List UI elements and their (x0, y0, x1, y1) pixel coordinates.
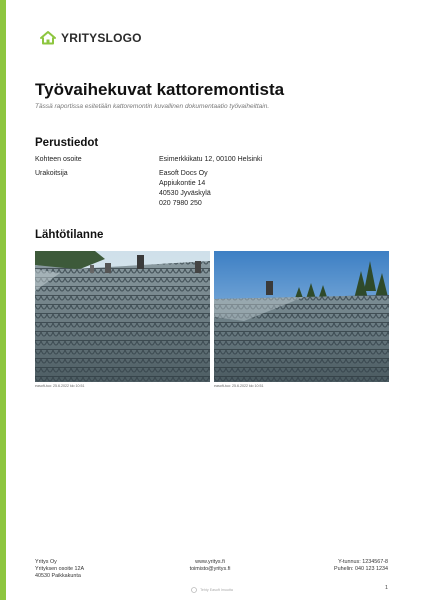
photo-2-caption: easoft-tuo: 25.6.2022 klo 10:51 (214, 384, 264, 388)
contractor-name: Easoft Docs Oy (159, 170, 208, 177)
footer-website: www.yritys.fi (195, 559, 225, 565)
photo-1-caption: easoft-tuo: 25.6.2022 klo 10:51 (35, 384, 85, 388)
easoft-small-icon (191, 587, 197, 593)
basic-info-heading: Perustiedot (35, 137, 99, 149)
footer-company-name: Yritys Oy (35, 559, 57, 565)
contractor-value (159, 169, 359, 209)
roof-photo-icon (214, 251, 389, 382)
footer-contact (180, 559, 240, 573)
roof-photo-icon (35, 251, 210, 382)
logo-text: YRITYSLOGO (61, 30, 142, 45)
contractor-city: 40530 Jyväskylä (159, 190, 211, 197)
roof-photo-2 (214, 251, 389, 382)
company-logo (39, 30, 142, 45)
address-label: Kohteen osoite (35, 156, 82, 163)
report-subtitle: Tässä raportissa esitetään kattoremontin kuvallinen dokumentaatio työvaiheittain. (35, 103, 270, 110)
footer-company-address: Yrityksen osoite 12A (35, 565, 85, 572)
page-number: 1 (385, 585, 388, 591)
footer-tagline (0, 587, 424, 593)
roof-photo-1 (35, 251, 210, 382)
contractor-street: Appiukontie 14 (159, 180, 206, 187)
footer-email: toimisto@yritys.fi (189, 565, 231, 572)
footer-company (35, 559, 84, 579)
footer-phone: Puhelin: 040 123 1234 (334, 565, 388, 572)
contractor-label: Urakoitsija (35, 170, 68, 177)
contractor-phone: 020 7980 250 (159, 200, 202, 207)
footer-company-city: 40530 Paikkakunta (35, 572, 81, 579)
report-title: Työvaihekuvat kattoremontista (35, 80, 285, 99)
footer-ids (300, 559, 388, 573)
address-value: Esimerkkikatu 12, 00100 Helsinki (159, 156, 263, 163)
footer-business-id: Y-tunnus: 1234567-8 (338, 559, 388, 565)
initial-state-heading: Lähtötilanne (35, 229, 104, 241)
tagline-text: Tehty Easoft Imuutta (200, 588, 233, 592)
accent-side-bar (0, 0, 6, 600)
house-logo-icon (39, 30, 57, 45)
